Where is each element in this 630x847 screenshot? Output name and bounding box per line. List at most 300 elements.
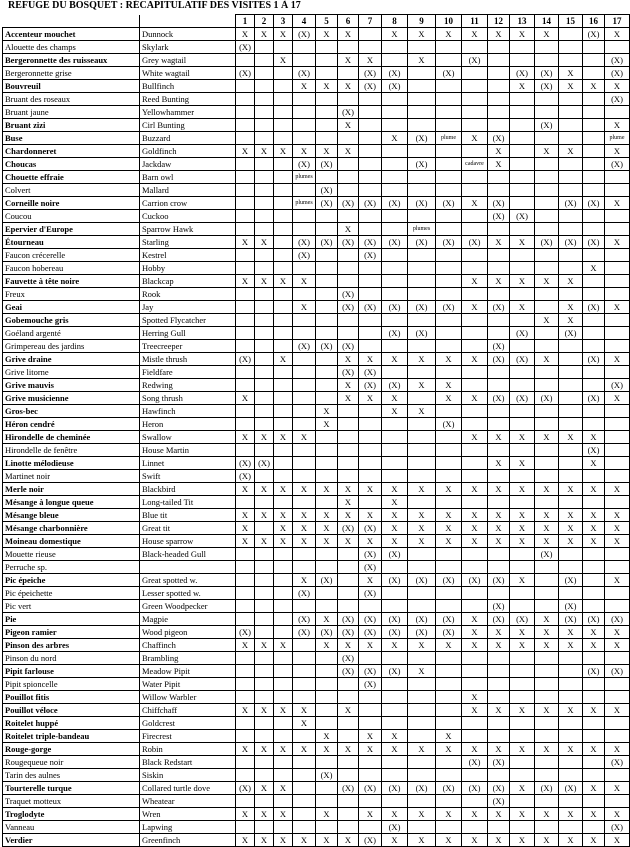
visit-mark-cell [293, 366, 316, 379]
visit-mark-cell [338, 808, 359, 821]
visit-mark-cell: X [255, 236, 274, 249]
visit-mark-cell [255, 41, 274, 54]
visit-mark-cell: X [559, 639, 583, 652]
french-species-name: Pie [3, 613, 140, 626]
visit-mark-cell: X [436, 535, 462, 548]
visit-mark-cell [436, 470, 462, 483]
visit-mark-cell [382, 457, 408, 470]
visit-mark-cell [274, 158, 293, 171]
visit-mark-cell [293, 470, 316, 483]
visit-mark-cell: X [510, 808, 535, 821]
visit-mark-cell: (X) [583, 444, 605, 457]
english-species-name: Siskin [140, 769, 236, 782]
visit-mark-cell [535, 600, 559, 613]
visit-mark-cell: X [605, 626, 630, 639]
visit-mark-cell: X [382, 496, 408, 509]
visit-mark-cell [274, 262, 293, 275]
table-row [3, 301, 630, 314]
visit-mark-cell: (X) [316, 158, 338, 171]
visit-mark-cell [535, 197, 559, 210]
visit-mark-cell [510, 470, 535, 483]
visit-mark-cell [535, 574, 559, 587]
visit-mark-cell [510, 652, 535, 665]
visit-column-header: 6 [338, 15, 359, 28]
visit-mark-cell: X [535, 353, 559, 366]
visit-mark-cell [605, 223, 630, 236]
visit-mark-cell [488, 470, 510, 483]
english-species-name: Collared turtle dove [140, 782, 236, 795]
visit-mark-cell: X [462, 509, 488, 522]
english-species-name: Chaffinch [140, 639, 236, 652]
visit-mark-cell [408, 821, 436, 834]
visit-mark-cell [316, 821, 338, 834]
visit-mark-cell: X [488, 639, 510, 652]
visit-mark-cell [436, 717, 462, 730]
visit-mark-cell: X [605, 743, 630, 756]
table-row [3, 288, 630, 301]
visit-mark-cell [359, 756, 382, 769]
visit-mark-cell: (X) [338, 613, 359, 626]
visit-mark-cell [274, 223, 293, 236]
visit-mark-cell [359, 327, 382, 340]
visit-mark-cell [274, 821, 293, 834]
visit-mark-cell [408, 366, 436, 379]
visit-mark-cell: (X) [408, 613, 436, 626]
visit-mark-cell [293, 379, 316, 392]
visit-mark-cell [408, 587, 436, 600]
visit-mark-cell [274, 93, 293, 106]
visit-mark-cell [274, 405, 293, 418]
visit-mark-cell [382, 184, 408, 197]
visit-mark-cell: X [274, 522, 293, 535]
visit-mark-cell [583, 548, 605, 561]
visit-mark-cell: X [462, 834, 488, 847]
visit-mark-cell [293, 730, 316, 743]
table-row [3, 275, 630, 288]
visit-mark-cell [462, 769, 488, 782]
visit-mark-cell [462, 41, 488, 54]
visit-mark-cell [559, 652, 583, 665]
visit-mark-cell: X [338, 535, 359, 548]
english-species-name: House sparrow [140, 535, 236, 548]
visit-mark-cell: X [408, 509, 436, 522]
visit-mark-cell: X [316, 808, 338, 821]
visit-mark-cell: (X) [559, 197, 583, 210]
visit-mark-cell [436, 119, 462, 132]
visit-mark-cell: (X) [436, 197, 462, 210]
visit-mark-cell: (X) [605, 54, 630, 67]
visit-mark-cell: X [359, 743, 382, 756]
visit-mark-cell [605, 717, 630, 730]
english-species-name: Lesser spotted w. [140, 587, 236, 600]
visit-mark-cell [359, 184, 382, 197]
visit-mark-cell: X [535, 483, 559, 496]
visit-mark-cell: (X) [559, 574, 583, 587]
visit-mark-cell: X [408, 28, 436, 41]
visit-mark-cell: X [462, 613, 488, 626]
visit-mark-cell [583, 418, 605, 431]
table-row [3, 665, 630, 678]
visit-mark-cell [488, 106, 510, 119]
visit-mark-cell [535, 184, 559, 197]
visit-mark-cell [359, 691, 382, 704]
visit-mark-cell: X [559, 522, 583, 535]
table-row [3, 470, 630, 483]
visit-mark-cell [583, 769, 605, 782]
visit-mark-cell [293, 223, 316, 236]
visit-mark-cell: X [255, 431, 274, 444]
visit-mark-cell [382, 587, 408, 600]
english-species-name: Jay [140, 301, 236, 314]
visit-mark-cell [583, 249, 605, 262]
visit-mark-cell [236, 717, 255, 730]
visit-mark-cell: X [510, 574, 535, 587]
visit-mark-cell [359, 119, 382, 132]
visit-mark-cell: (X) [408, 327, 436, 340]
visit-mark-cell: X [359, 535, 382, 548]
visit-mark-cell [316, 392, 338, 405]
visit-mark-cell: X [605, 639, 630, 652]
visit-mark-cell [255, 301, 274, 314]
visit-mark-cell: X [255, 639, 274, 652]
visit-mark-cell: X [408, 834, 436, 847]
visit-mark-cell [488, 730, 510, 743]
visit-mark-cell: X [535, 509, 559, 522]
visit-mark-cell [462, 327, 488, 340]
visit-mark-cell [583, 67, 605, 80]
visit-mark-cell: (X) [338, 626, 359, 639]
visit-mark-cell: X [436, 392, 462, 405]
visit-mark-cell: (X) [293, 587, 316, 600]
visit-mark-cell [359, 444, 382, 457]
visit-mark-cell [316, 171, 338, 184]
visit-mark-cell [488, 67, 510, 80]
visit-mark-cell [382, 600, 408, 613]
english-species-name: Meadow Pipit [140, 665, 236, 678]
visit-mark-cell [462, 366, 488, 379]
visit-mark-cell [559, 561, 583, 574]
visit-mark-cell: (X) [535, 782, 559, 795]
visit-mark-cell: (X) [605, 158, 630, 171]
visit-mark-cell: X [274, 353, 293, 366]
visit-mark-cell: (X) [293, 340, 316, 353]
visit-mark-cell [382, 314, 408, 327]
visit-mark-cell: (X) [535, 67, 559, 80]
visit-mark-cell: X [359, 392, 382, 405]
visit-mark-cell: (X) [510, 67, 535, 80]
visit-mark-cell [583, 366, 605, 379]
french-species-name: Pinson du nord [3, 652, 140, 665]
visit-mark-cell: X [274, 743, 293, 756]
visit-mark-cell: (X) [408, 626, 436, 639]
visit-mark-cell [293, 548, 316, 561]
visit-mark-cell [583, 210, 605, 223]
table-row [3, 93, 630, 106]
table-row [3, 743, 630, 756]
table-row [3, 834, 630, 847]
table-row [3, 769, 630, 782]
french-species-name: Bruant jaune [3, 106, 140, 119]
visit-mark-cell [255, 132, 274, 145]
visit-mark-cell [338, 93, 359, 106]
visit-mark-cell: X [488, 483, 510, 496]
visit-mark-cell: X [462, 808, 488, 821]
english-species-name: Greenfinch [140, 834, 236, 847]
visit-mark-cell: (X) [408, 782, 436, 795]
visit-mark-cell [462, 457, 488, 470]
visit-column-header: 12 [488, 15, 510, 28]
visit-mark-cell: X [293, 145, 316, 158]
visit-mark-cell: X [605, 808, 630, 821]
visit-mark-cell: X [255, 743, 274, 756]
visit-mark-cell: (X) [436, 418, 462, 431]
visit-mark-cell: (X) [462, 756, 488, 769]
visit-mark-cell [382, 795, 408, 808]
table-row [3, 496, 630, 509]
english-species-name: Mistle thrush [140, 353, 236, 366]
visit-mark-cell: X [274, 704, 293, 717]
visit-mark-cell: X [255, 509, 274, 522]
table-row [3, 379, 630, 392]
visit-mark-cell [255, 93, 274, 106]
visit-mark-cell: (X) [510, 327, 535, 340]
english-species-name: Black Redstart [140, 756, 236, 769]
visit-mark-cell [236, 119, 255, 132]
visit-mark-cell [274, 327, 293, 340]
visit-mark-cell [274, 652, 293, 665]
french-species-name: Coucou [3, 210, 140, 223]
visit-mark-cell [316, 470, 338, 483]
visit-mark-cell [382, 704, 408, 717]
visit-mark-cell [535, 821, 559, 834]
french-species-name: Choucas [3, 158, 140, 171]
visit-mark-cell [462, 470, 488, 483]
visit-mark-cell [338, 587, 359, 600]
visit-mark-cell [359, 210, 382, 223]
visit-mark-cell: X [338, 145, 359, 158]
visit-mark-cell [510, 678, 535, 691]
visit-column-header: 4 [293, 15, 316, 28]
visit-column-header: 14 [535, 15, 559, 28]
visit-mark-cell [255, 67, 274, 80]
visit-mark-cell [274, 561, 293, 574]
visit-mark-cell: X [559, 431, 583, 444]
page-title: REFUGE DU BOSQUET : RÉCAPITULATIF DES VISITES 1 À 17 [8, 0, 301, 11]
visit-mark-cell [236, 574, 255, 587]
visit-mark-cell [293, 132, 316, 145]
table-row [3, 483, 630, 496]
visit-mark-cell [535, 41, 559, 54]
visit-mark-cell [488, 379, 510, 392]
visit-mark-cell [583, 41, 605, 54]
visit-mark-cell [359, 418, 382, 431]
visit-mark-cell [510, 158, 535, 171]
visit-mark-cell [236, 405, 255, 418]
visit-mark-cell [583, 730, 605, 743]
visit-mark-cell [359, 652, 382, 665]
visit-mark-cell [462, 795, 488, 808]
visit-mark-cell [436, 652, 462, 665]
visit-mark-cell: X [274, 431, 293, 444]
visit-mark-cell: X [408, 379, 436, 392]
visit-mark-cell: X [510, 522, 535, 535]
english-species-name: Cuckoo [140, 210, 236, 223]
visit-mark-cell: X [316, 509, 338, 522]
english-species-name: Heron [140, 418, 236, 431]
visit-mark-cell [274, 665, 293, 678]
visit-mark-cell [359, 470, 382, 483]
visit-mark-cell [255, 106, 274, 119]
visit-mark-cell [559, 470, 583, 483]
visit-mark-cell [436, 145, 462, 158]
visit-mark-cell [436, 704, 462, 717]
visit-mark-cell [338, 249, 359, 262]
visit-mark-cell: X [488, 834, 510, 847]
visit-mark-cell [605, 249, 630, 262]
visit-mark-cell [408, 314, 436, 327]
table-row [3, 548, 630, 561]
visit-mark-cell [316, 496, 338, 509]
visit-mark-cell [255, 678, 274, 691]
visit-mark-cell [408, 457, 436, 470]
visit-mark-cell [583, 288, 605, 301]
visit-mark-cell [274, 236, 293, 249]
visit-mark-cell: X [382, 808, 408, 821]
visit-mark-cell [255, 288, 274, 301]
visit-mark-cell: X [488, 704, 510, 717]
visit-mark-cell [408, 41, 436, 54]
french-species-name: Chouette effraie [3, 171, 140, 184]
visit-mark-cell: X [274, 834, 293, 847]
visit-mark-cell [583, 587, 605, 600]
visit-mark-cell [510, 314, 535, 327]
visit-mark-cell: X [338, 353, 359, 366]
visit-mark-cell: (X) [436, 574, 462, 587]
visit-mark-cell: X [274, 535, 293, 548]
visit-mark-cell: (X) [462, 782, 488, 795]
english-species-name: Goldcrest [140, 717, 236, 730]
visit-mark-cell [236, 288, 255, 301]
visit-mark-cell [510, 93, 535, 106]
visit-mark-cell: X [255, 782, 274, 795]
visit-mark-cell: X [236, 522, 255, 535]
visit-mark-cell: X [535, 834, 559, 847]
header-row [3, 15, 630, 28]
visit-mark-cell [510, 145, 535, 158]
visit-mark-cell: X [316, 522, 338, 535]
visit-mark-cell: (X) [605, 613, 630, 626]
visit-mark-cell: X [605, 80, 630, 93]
english-species-name: Carrion crow [140, 197, 236, 210]
visit-mark-cell: (X) [382, 626, 408, 639]
visit-mark-cell: plumes [293, 171, 316, 184]
english-species-name: Lapwing [140, 821, 236, 834]
visit-mark-cell: X [510, 509, 535, 522]
visit-mark-cell [605, 769, 630, 782]
visit-mark-cell [605, 41, 630, 54]
visit-mark-cell [338, 548, 359, 561]
visit-mark-cell [408, 717, 436, 730]
visit-mark-cell: X [535, 626, 559, 639]
visit-mark-cell [293, 444, 316, 457]
visit-mark-cell: X [274, 54, 293, 67]
visit-mark-cell [488, 652, 510, 665]
visit-mark-cell: (X) [559, 600, 583, 613]
visit-mark-cell [583, 340, 605, 353]
visit-mark-cell [559, 210, 583, 223]
visit-mark-cell [559, 262, 583, 275]
visit-mark-cell [382, 171, 408, 184]
visit-mark-cell [255, 522, 274, 535]
table-row [3, 106, 630, 119]
visit-mark-cell [462, 93, 488, 106]
visit-mark-cell: X [510, 28, 535, 41]
visit-mark-cell [559, 93, 583, 106]
visit-mark-cell [359, 340, 382, 353]
visit-mark-cell: X [510, 743, 535, 756]
table-row [3, 236, 630, 249]
visit-mark-cell [462, 184, 488, 197]
visit-mark-cell [488, 262, 510, 275]
visit-mark-cell: X [559, 80, 583, 93]
visit-mark-cell: X [510, 535, 535, 548]
visit-mark-cell [559, 184, 583, 197]
english-species-name: Spotted Flycatcher [140, 314, 236, 327]
visit-mark-cell [382, 678, 408, 691]
visit-mark-cell [535, 132, 559, 145]
visit-mark-cell: (X) [559, 236, 583, 249]
visit-mark-cell [559, 223, 583, 236]
visit-mark-cell [436, 691, 462, 704]
visit-mark-cell [316, 379, 338, 392]
visit-mark-cell [338, 41, 359, 54]
visit-mark-cell [510, 730, 535, 743]
visit-mark-cell [535, 223, 559, 236]
visit-mark-cell: (X) [382, 665, 408, 678]
visit-mark-cell: (X) [359, 548, 382, 561]
french-species-name: Bouvreuil [3, 80, 140, 93]
visit-mark-cell [359, 275, 382, 288]
visit-mark-cell [559, 795, 583, 808]
visit-mark-cell [255, 587, 274, 600]
visit-mark-cell [274, 548, 293, 561]
visit-mark-cell [436, 678, 462, 691]
visit-mark-cell: X [316, 80, 338, 93]
visit-mark-cell: (X) [359, 249, 382, 262]
visit-mark-cell [236, 821, 255, 834]
table-row [3, 197, 630, 210]
visit-mark-cell [359, 288, 382, 301]
visit-mark-cell: X [559, 808, 583, 821]
visit-mark-cell [488, 587, 510, 600]
visit-mark-cell [583, 54, 605, 67]
visit-mark-cell [488, 249, 510, 262]
visit-mark-cell [559, 288, 583, 301]
visit-mark-cell [382, 41, 408, 54]
visit-mark-cell [338, 795, 359, 808]
visit-mark-cell: X [408, 405, 436, 418]
visit-mark-cell [236, 197, 255, 210]
visit-mark-cell: (X) [338, 301, 359, 314]
visit-mark-cell [382, 418, 408, 431]
visit-mark-cell [462, 340, 488, 353]
visit-mark-cell [236, 184, 255, 197]
visit-mark-cell [255, 561, 274, 574]
visit-mark-cell [338, 210, 359, 223]
french-species-name: Martinet noir [3, 470, 140, 483]
visit-mark-cell [510, 561, 535, 574]
visit-mark-cell: X [338, 509, 359, 522]
